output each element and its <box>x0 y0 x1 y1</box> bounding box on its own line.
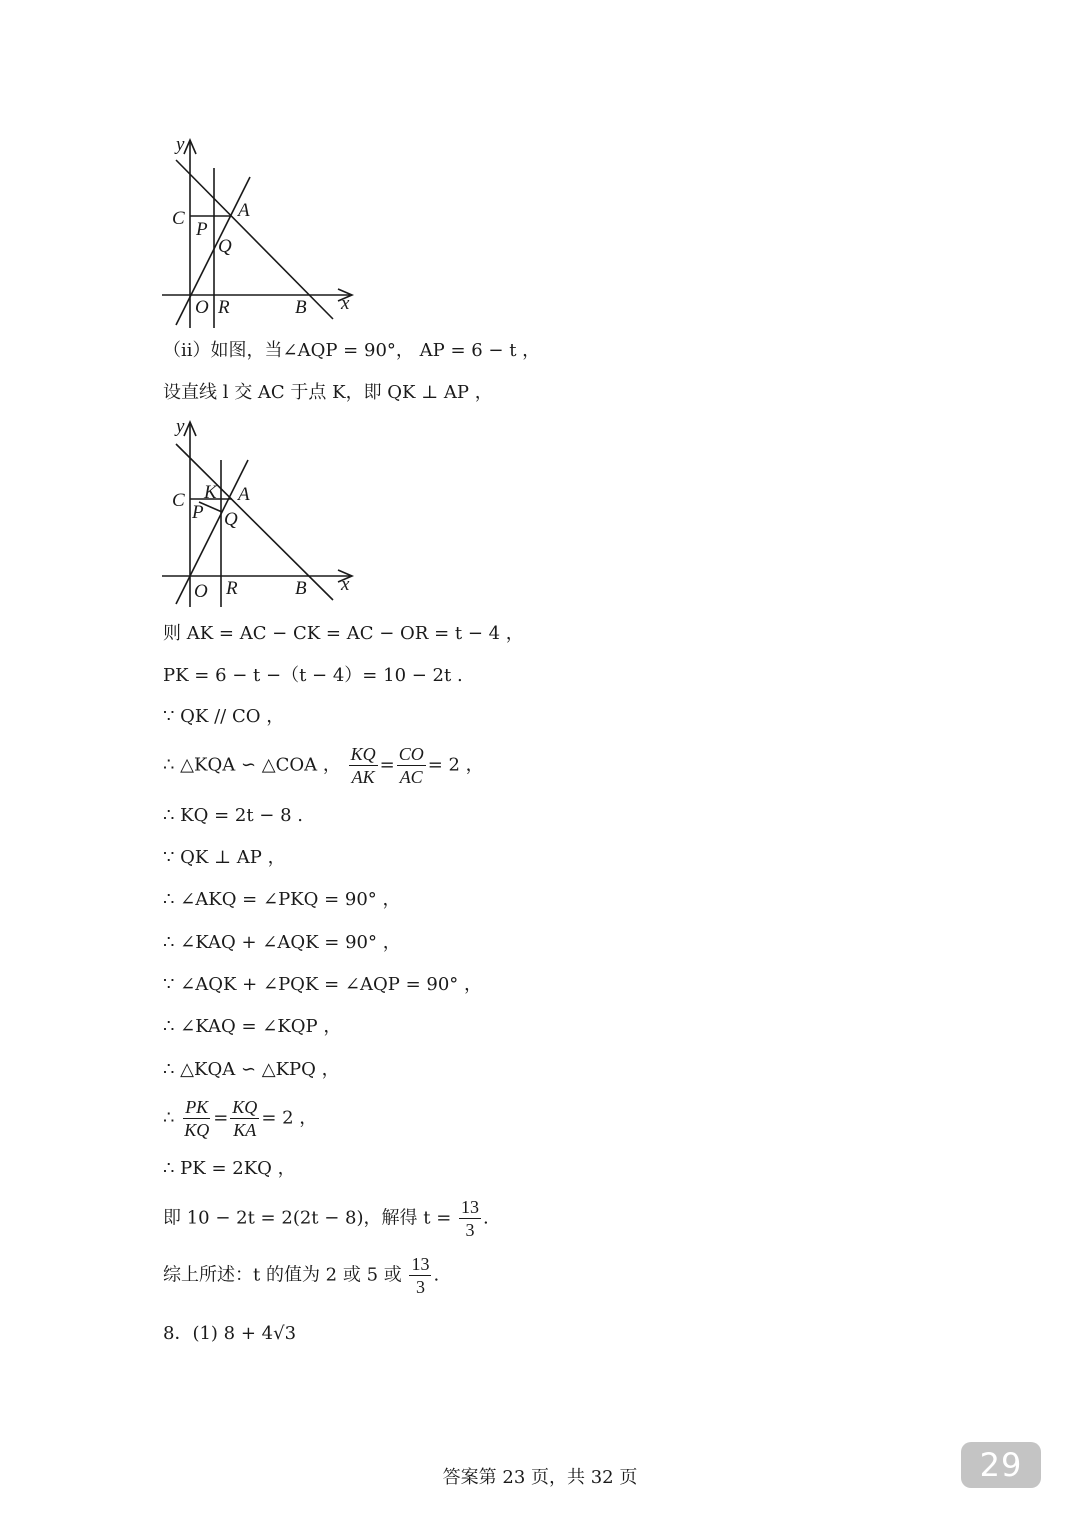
line-3: 则 AK = AC − CK = AC − OR = t − 4 ， <box>163 623 524 644</box>
line-11: ∵ ∠AQK + ∠PQK = ∠AQP = 90° ， <box>163 974 483 995</box>
line-5: ∵ QK // CO ， <box>163 706 285 727</box>
label-C: C <box>172 490 185 511</box>
figure-2 <box>150 412 370 612</box>
line-1: （ii）如图，当∠AQP = 90°， AP = 6 − t ， <box>163 340 541 361</box>
line-6-text: ∴ △KQA ∽ △COA ， <box>163 754 341 776</box>
page-footer: 答案第 23 页，共 32 页 <box>442 1467 638 1488</box>
fraction-13-3: $\frac{13}{3}$ <box>461 1197 480 1240</box>
line-18: 8．(1) 8 + 4√3 <box>163 1323 297 1344</box>
label-B: B <box>295 578 307 599</box>
line-16 <box>163 1196 489 1241</box>
label-Q: Q <box>218 236 232 257</box>
label-A: A <box>238 200 250 221</box>
label-y: y <box>176 416 185 437</box>
label-O: O <box>195 297 209 318</box>
label-B: B <box>295 297 307 318</box>
fraction-co-ac: $\frac{CO}{AC}$ <box>398 744 424 787</box>
line-14: ∴ $\frac{PK}{KQ}$ = $\frac{KQ}{KA}$ = 2 ， <box>163 1097 318 1140</box>
label-P: P <box>192 502 204 523</box>
figure-1 <box>150 130 370 335</box>
line-7: ∴ KQ = 2t − 8 . <box>163 805 304 826</box>
label-C: C <box>172 208 185 229</box>
line-13: ∴ △KQA ∽ △KPQ ， <box>163 1059 340 1080</box>
fraction-kq-ak: $\frac{KQ}{AK}$ <box>350 744 376 787</box>
line-16-text: 即 10 − 2t = 2(2t − 8)，解得 t = <box>163 1207 452 1229</box>
line-4: PK = 6 − t −（t − 4）= 10 − 2t . <box>163 665 463 686</box>
label-R: R <box>226 578 238 599</box>
fraction-kq-ka: $\frac{KQ}{KA}$ <box>232 1097 258 1140</box>
label-x: x <box>341 574 350 595</box>
fraction-pk-kq: $\frac{PK}{KQ}$ <box>184 1097 210 1140</box>
label-Q: Q <box>224 509 238 530</box>
line-15: ∴ PK = 2KQ ， <box>163 1158 296 1179</box>
label-K: K <box>204 482 217 503</box>
line-14-text: ∴ <box>163 1107 175 1129</box>
line-17 <box>163 1253 439 1298</box>
line-2: 设直线 l 交 AC 于点 K，即 QK ⊥ AP ， <box>163 382 493 403</box>
line-14-tail: = 2 ， <box>261 1107 318 1129</box>
label-R: R <box>218 297 230 318</box>
line-17-tail: . <box>433 1264 440 1286</box>
fraction-13-3-b: $\frac{13}{3}$ <box>411 1254 430 1297</box>
label-O: O <box>194 581 208 602</box>
line-10: ∴ ∠KAQ + ∠AQK = 90° ， <box>163 932 401 953</box>
line-6: ∴ △KQA ∽ △COA ， $\frac{KQ}{AK}$ = $\frac{CO}{AC}$ = 2 ， <box>163 744 484 787</box>
line-17-text: 综上所述：t 的值为 2 或 5 或 <box>163 1264 402 1286</box>
line-6-tail: = 2 ， <box>427 754 484 776</box>
line-16-tail: . <box>483 1207 489 1229</box>
page-number-badge: 29 <box>961 1442 1041 1488</box>
line-12: ∴ ∠KAQ = ∠KQP ， <box>163 1016 342 1037</box>
line-8: ∵ QK ⊥ AP ， <box>163 847 286 868</box>
line-9: ∴ ∠AKQ = ∠PKQ = 90° ， <box>163 889 401 910</box>
label-y: y <box>176 134 185 155</box>
label-P: P <box>196 219 208 240</box>
label-A: A <box>238 484 250 505</box>
label-x: x <box>341 293 350 314</box>
